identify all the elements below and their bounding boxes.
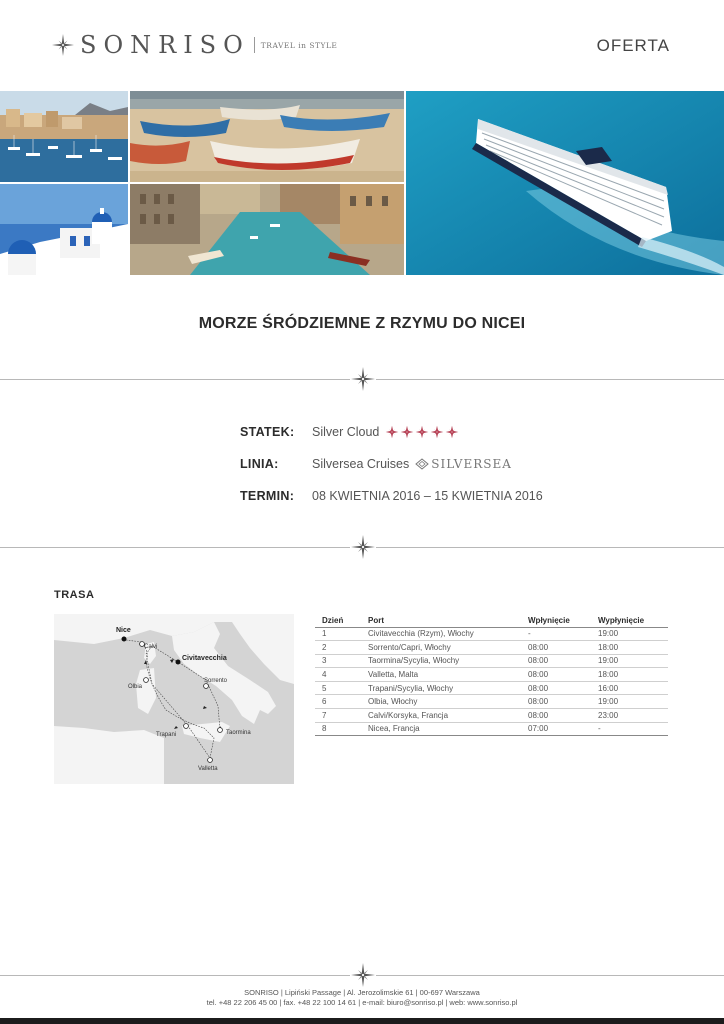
compass-star-icon	[351, 535, 375, 559]
map-label-olbia: Olbia	[128, 684, 143, 690]
star-icon	[385, 425, 399, 439]
brand-tagline: TRAVEL in STYLE	[260, 40, 338, 50]
photo-cruise-ship	[406, 91, 724, 275]
cell-day: 7	[315, 709, 361, 723]
cell-day: 1	[315, 627, 361, 641]
brand-logo	[52, 30, 337, 60]
map-label-sorrento: Sorrento	[204, 678, 228, 684]
silversea-mark-icon	[415, 458, 429, 470]
cell-departure: 16:00	[591, 681, 668, 695]
photo-boats	[130, 91, 404, 182]
ship-row	[240, 423, 460, 441]
cell-port: Taormina/Sycylia, Włochy	[361, 654, 521, 668]
cell-departure: 18:00	[591, 641, 668, 655]
star-icon	[400, 425, 414, 439]
photo-harbour	[0, 91, 128, 182]
table-row	[315, 695, 668, 709]
cell-arrival: 08:00	[521, 695, 591, 709]
ship-label: STATEK:	[240, 425, 295, 439]
cell-departure: 19:00	[591, 654, 668, 668]
star-icon	[430, 425, 444, 439]
divider-footer	[0, 963, 724, 987]
line-row	[240, 455, 512, 473]
compass-star-icon	[52, 34, 74, 56]
cell-arrival: 08:00	[521, 654, 591, 668]
map-label-nice: Nice	[116, 627, 131, 634]
table-row	[315, 681, 668, 695]
footer-contact: tel. +48 22 206 45 00 | fax. +48 22 100 14 61 | e-mail: biuro@sonriso.pl | web: www.sonriso.pl	[206, 998, 518, 1007]
table-row	[315, 641, 668, 655]
divider-line-left	[0, 379, 350, 380]
photo-santorini	[0, 184, 128, 275]
cell-arrival: 08:00	[521, 709, 591, 723]
table-row	[315, 709, 668, 723]
document-type: OFERTA	[596, 36, 670, 55]
column-header-day: Dzień	[315, 614, 361, 627]
silversea-logo-icon	[415, 457, 512, 471]
divider-middle	[0, 535, 724, 559]
map-label-calvi: Calvi	[144, 644, 158, 650]
footer-address: SONRISO | Lipiński Passage | Al. Jerozolimskie 61 | 00-697 Warszawa	[244, 988, 480, 997]
cell-departure: 23:00	[591, 709, 668, 723]
cell-departure: 19:00	[591, 627, 668, 641]
cell-port: Valletta, Malta	[361, 668, 521, 682]
route-map	[54, 614, 294, 784]
table-row	[315, 654, 668, 668]
cell-arrival: 07:00	[521, 722, 591, 736]
footer-bar	[0, 1018, 724, 1024]
cell-arrival: 08:00	[521, 668, 591, 682]
divider-top	[0, 367, 724, 391]
table-row	[315, 627, 668, 641]
table-row	[315, 722, 668, 736]
column-header-departure: Wypłynięcie	[591, 614, 668, 627]
cell-day: 6	[315, 695, 361, 709]
column-header-port: Port	[361, 614, 521, 627]
cell-port: Calvi/Korsyka, Francja	[361, 709, 521, 723]
table-header-row	[315, 614, 668, 627]
divider-line-left	[0, 975, 350, 976]
divider-line-right	[376, 379, 724, 380]
cell-day: 4	[315, 668, 361, 682]
line-value: Silversea Cruises	[312, 457, 410, 471]
cell-departure: 18:00	[591, 668, 668, 682]
date-value: 08 KWIETNIA 2016 – 15 KWIETNIA 2016	[312, 489, 543, 503]
brand-name: SONRISO	[80, 31, 250, 59]
cell-day: 2	[315, 641, 361, 655]
divider-line-right	[376, 975, 724, 976]
compass-star-icon	[351, 367, 375, 391]
divider-line-right	[376, 547, 724, 548]
page-title: MORZE ŚRÓDZIEMNE Z RZYMU DO NICEI	[198, 315, 526, 332]
table-row	[315, 668, 668, 682]
cell-port: Olbia, Włochy	[361, 695, 521, 709]
photo-band	[0, 91, 724, 275]
map-label-taormina: Taormina	[226, 730, 251, 736]
route-title: TRASA	[54, 589, 95, 601]
cell-day: 3	[315, 654, 361, 668]
cell-port: Civitavecchia (Rzym), Włochy	[361, 627, 521, 641]
photo-venice	[130, 184, 404, 275]
line-label: LINIA:	[240, 457, 279, 471]
page-header	[0, 0, 724, 90]
cell-day: 8	[315, 722, 361, 736]
silversea-wordmark: SILVERSEA	[431, 457, 512, 471]
cell-day: 5	[315, 681, 361, 695]
cell-arrival: 08:00	[521, 641, 591, 655]
cell-departure: -	[591, 722, 668, 736]
map-label-trapani: Trapani	[156, 732, 177, 738]
logo-separator	[254, 37, 255, 53]
map-label-civitavecchia: Civitavecchia	[182, 655, 227, 662]
map-label-valletta: Valletta	[198, 766, 218, 772]
star-icon	[445, 425, 459, 439]
cell-port: Sorrento/Capri, Włochy	[361, 641, 521, 655]
column-header-arrival: Wpłynięcie	[521, 614, 591, 627]
divider-line-left	[0, 547, 350, 548]
compass-star-icon	[351, 963, 375, 987]
ship-value: Silver Cloud	[312, 425, 380, 439]
itinerary-table	[315, 614, 668, 736]
cell-arrival: -	[521, 627, 591, 641]
cell-departure: 19:00	[591, 695, 668, 709]
cell-port: Trapani/Sycylia, Włochy	[361, 681, 521, 695]
date-label: TERMIN:	[240, 489, 295, 503]
ship-rating	[385, 425, 460, 439]
date-row	[240, 487, 543, 505]
star-icon	[415, 425, 429, 439]
cell-arrival: 08:00	[521, 681, 591, 695]
cell-port: Nicea, Francja	[361, 722, 521, 736]
